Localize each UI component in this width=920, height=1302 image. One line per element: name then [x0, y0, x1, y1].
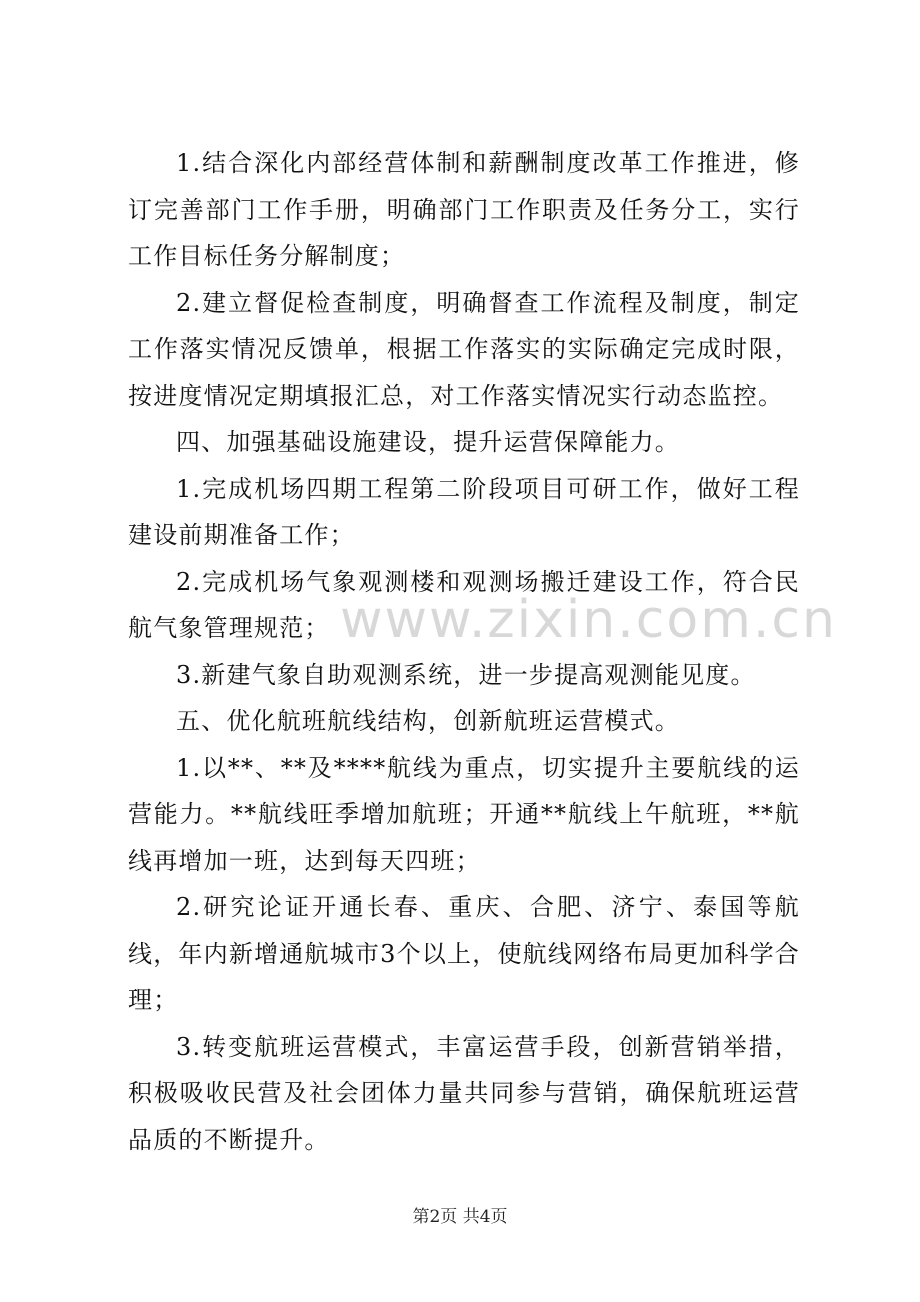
watermark: www.zixin.com.cn: [340, 590, 837, 650]
paragraph: 1.结合深化内部经营体制和薪酬制度改革工作推进，修订完善部门工作手册，明确部门工作职责及任务分工，实行工作目标任务分解制度；: [128, 149, 800, 270]
paragraph: 2.完成机场气象观测楼和观测场搬迁建设工作，符合民航气象管理规范；: [128, 567, 800, 642]
section-heading: 四、加强基础设施建设，提升运营保障能力。: [176, 428, 680, 456]
paragraph: 3.转变航班运营模式，丰富运营手段，创新营销举措，积极吸收民营及社会团体力量共同参与营销，确保航班运营品质的不断提升。: [128, 1032, 800, 1154]
paragraph: 3.新建气象自助观测系统，进一步提高观测能见度。: [176, 660, 756, 689]
document-body: [128, 140, 800, 1163]
section-heading: 五、优化航班航线结构，创新航班运营模式。: [176, 707, 680, 735]
paragraph: 1.以**、**及****航线为重点，切实提升主要航线的运营能力。**航线旺季增加航班；开通**航线上午航班，**航线再增加一班，达到每天四班；: [128, 753, 800, 875]
paragraph: 2.研究论证开通长春、重庆、合肥、济宁、泰国等航线，年内新增通航城市3个以上，使航线网络布局更加科学合理；: [128, 893, 800, 1014]
paragraph: 1.完成机场四期工程第二阶段项目可研工作，做好工程建设前期准备工作；: [128, 474, 800, 549]
paragraph: 2.建立督促检查制度，明确督查工作流程及制度，制定工作落实情况反馈单，根据工作落实的实际确定完成时限，按进度情况定期填报汇总，对工作落实情况实行动态监控。: [128, 288, 800, 410]
page-footer: 第2页 共4页: [412, 1207, 508, 1227]
